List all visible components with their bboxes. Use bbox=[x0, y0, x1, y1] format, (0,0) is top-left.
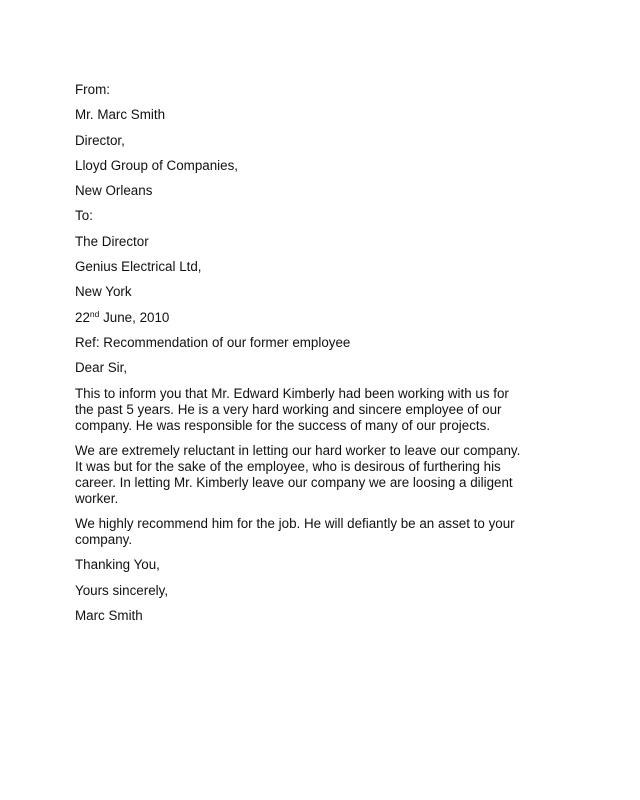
paragraph-line: worker. bbox=[75, 490, 119, 506]
paragraph-line: This to inform you that Mr. Edward Kimberly had been working with us for bbox=[75, 385, 509, 401]
recipient-name: The Director bbox=[75, 233, 149, 249]
letter bbox=[75, 82, 575, 633]
sender-title: Director, bbox=[75, 132, 125, 148]
sender-company: Lloyd Group of Companies, bbox=[75, 157, 239, 173]
sender-city: New Orleans bbox=[75, 183, 153, 199]
date-suffix: nd bbox=[89, 308, 100, 319]
paragraph-line: company. bbox=[75, 532, 133, 548]
to-label: To: bbox=[75, 208, 93, 224]
paragraph-line: company. He was responsible for the success of many of our projects. bbox=[75, 417, 491, 433]
date-day: 22 bbox=[75, 309, 90, 325]
closing-signoff: Yours sincerely, bbox=[75, 582, 169, 598]
closing-thanks: Thanking You, bbox=[75, 557, 160, 573]
paragraph-line: We are extremely reluctant in letting our hard worker to leave our company. bbox=[75, 442, 521, 458]
paragraph-line: career. In letting Mr. Kimberly leave our company we are loosing a diligent bbox=[75, 474, 513, 490]
recipient-city: New York bbox=[75, 284, 132, 300]
from-label: From: bbox=[75, 82, 110, 97]
sender-name: Mr. Marc Smith bbox=[75, 107, 166, 123]
body-paragraph-1 bbox=[75, 386, 575, 434]
paragraph-line: We highly recommend him for the job. He will defiantly be an asset to your bbox=[75, 516, 515, 532]
reference-line: Ref: Recommendation of our former employee bbox=[75, 334, 351, 350]
paragraph-line: It was but for the sake of the employee, who is desirous of furthering his bbox=[75, 458, 501, 474]
recipient-company: Genius Electrical Ltd, bbox=[75, 259, 202, 275]
body-paragraph-2 bbox=[75, 443, 575, 507]
signature-name: Marc Smith bbox=[75, 608, 143, 624]
salutation: Dear Sir, bbox=[75, 360, 128, 376]
date-rest: June, 2010 bbox=[99, 309, 170, 325]
body-paragraph-3 bbox=[75, 516, 575, 548]
paragraph-line: the past 5 years. He is a very hard working and sincere employee of our bbox=[75, 401, 502, 417]
letter-date bbox=[75, 310, 575, 326]
